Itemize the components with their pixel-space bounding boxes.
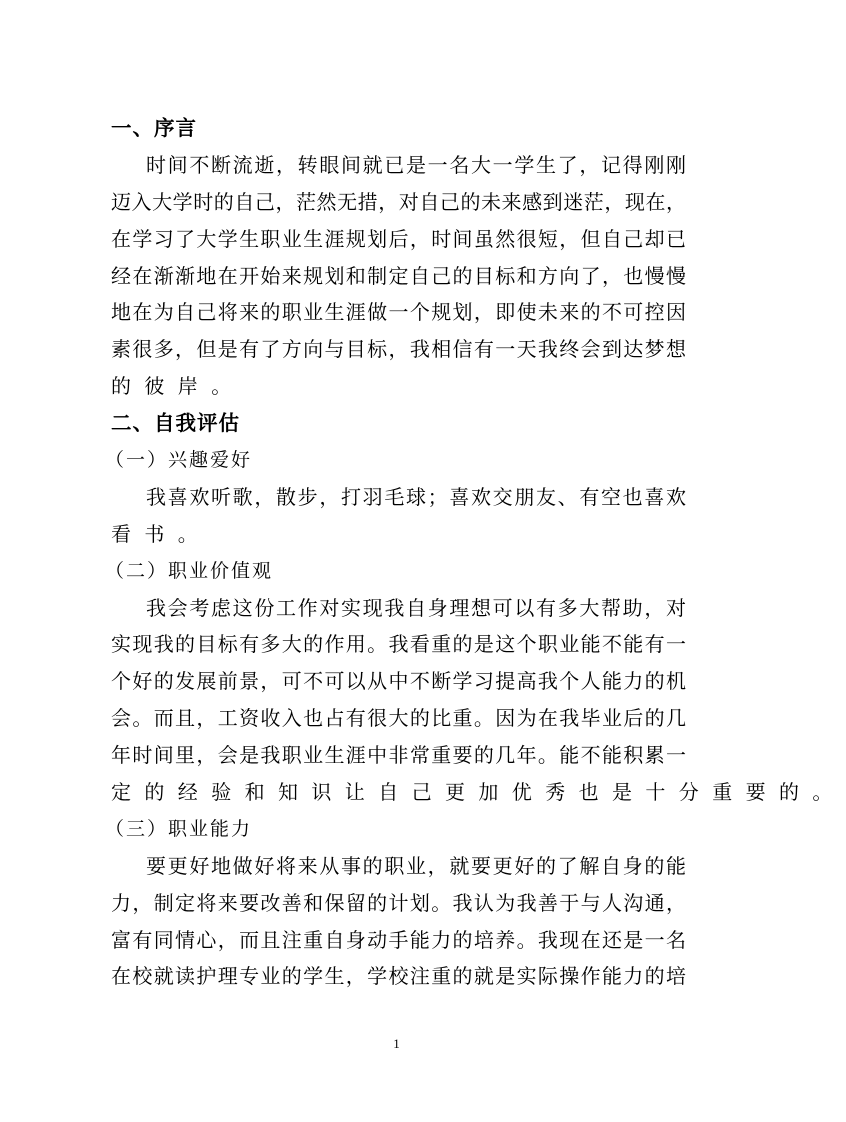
paragraph-line: 力，制定将来要改善和保留的计划。我认为我善于与人沟通， <box>111 890 686 915</box>
subheading-interests: （一）兴趣爱好 <box>105 449 253 472</box>
paragraph-line: 定的经验和知识让自己更加优秀也是十分重要的。 <box>111 780 846 805</box>
paragraph-line: 会。而且，工资收入也占有很大的比重。因为在我毕业后的几 <box>111 706 686 731</box>
paragraph-line: 我喜欢听歌，散步，打羽毛球；喜欢交朋友、有空也喜欢 <box>146 484 686 509</box>
paragraph-line: 看书。 <box>111 521 212 546</box>
paragraph-line: 素很多，但是有了方向与目标，我相信有一天我终会到达梦想 <box>111 337 686 362</box>
subheading-career-values: （二）职业价值观 <box>105 559 274 582</box>
paragraph-line: 时间不断流逝，转眼间就已是一名大一学生了，记得刚刚 <box>146 152 686 177</box>
heading-self-evaluation: 二、自我评估 <box>111 411 240 436</box>
document-page <box>105 110 846 995</box>
paragraph-line: 在校就读护理专业的学生，学校注重的就是实际操作能力的培 <box>111 964 686 989</box>
paragraph-line: 经在渐渐地在开始来规划和制定自己的目标和方向了，也慢慢 <box>111 263 686 288</box>
paragraph-line: 个好的发展前景，可不可以从中不断学习提高我个人能力的机 <box>111 669 686 694</box>
paragraph-line: 实现我的目标有多大的作用。我看重的是这个职业能不能有一 <box>111 632 686 657</box>
paragraph-line: 地在为自己将来的职业生涯做一个规划，即使未来的不可控因 <box>111 300 686 325</box>
subheading-career-ability: （三）职业能力 <box>105 817 253 840</box>
paragraph-line: 要更好地做好将来从事的职业，就要更好的了解自身的能 <box>146 853 686 878</box>
paragraph-line: 我会考虑这份工作对实现我自身理想可以有多大帮助，对 <box>146 595 686 620</box>
paragraph-line: 年时间里，会是我职业生涯中非常重要的几年。能不能积累一 <box>111 743 686 768</box>
paragraph-line: 在学习了大学生职业生涯规划后，时间虽然很短，但自己却已 <box>111 226 686 251</box>
paragraph-line: 富有同情心，而且注重自身动手能力的培养。我现在还是一名 <box>111 927 686 952</box>
page-number: 1 <box>393 1036 400 1051</box>
paragraph-line: 迈入大学时的自己，茫然无措，对自己的未来感到迷茫，现在， <box>111 189 686 214</box>
heading-preface: 一、序言 <box>111 116 197 140</box>
paragraph-line: 的彼岸。 <box>111 374 245 399</box>
